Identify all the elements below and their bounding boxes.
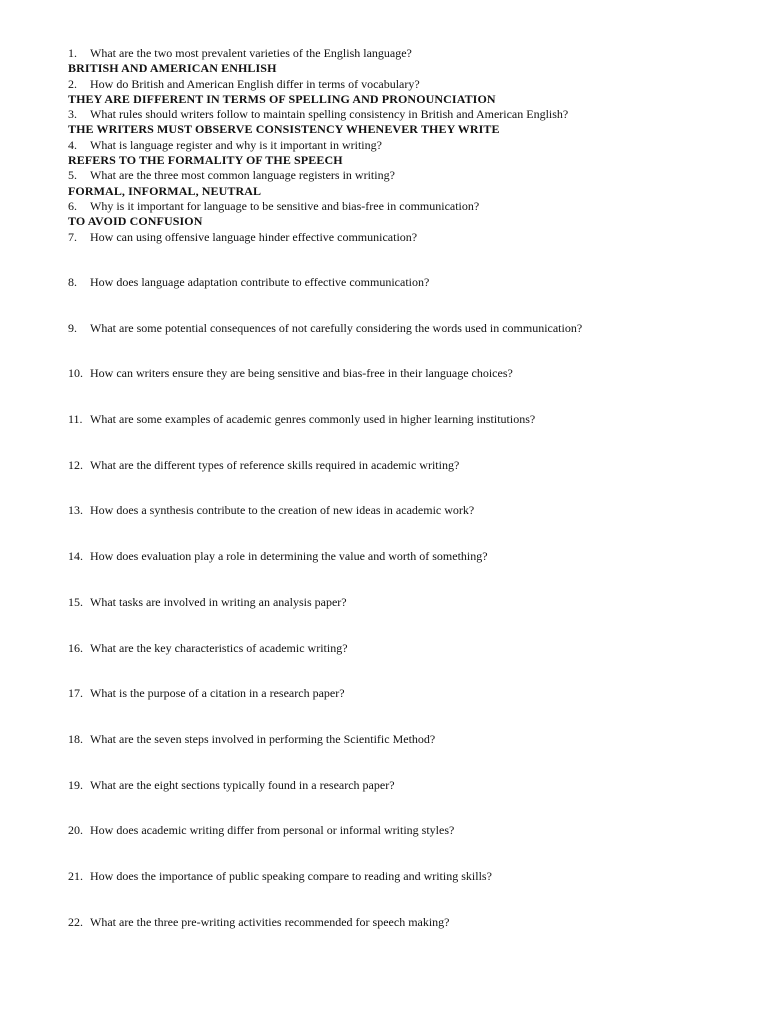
question-number: 5. — [68, 168, 77, 183]
question-text: What are the seven steps involved in performing the Scientific Method? — [90, 731, 436, 746]
question-text: What are the two most prevalent varieties of the English language? — [90, 46, 412, 60]
question-13 — [68, 503, 748, 549]
answer-6: TO AVOID CONFUSION — [68, 214, 203, 229]
question-8 — [68, 275, 748, 321]
question-number: 2. — [68, 76, 77, 91]
question-number: 9. — [68, 320, 77, 335]
question-text: What tasks are involved in writing an analysis paper? — [90, 594, 347, 609]
question-7 — [68, 230, 748, 245]
question-3 — [68, 107, 748, 122]
question-text: How does academic writing differ from personal or informal writing styles? — [90, 823, 455, 838]
answered-questions — [68, 46, 748, 245]
question-11 — [68, 412, 748, 458]
question-number: 15. — [68, 594, 83, 609]
question-number: 1. — [68, 46, 77, 60]
question-4 — [68, 138, 748, 153]
question-number: 16. — [68, 640, 83, 655]
question-number: 4. — [68, 137, 77, 152]
question-number: 8. — [68, 275, 77, 289]
question-text: What are some examples of academic genres commonly used in higher learning institutions? — [90, 412, 536, 427]
question-20 — [68, 823, 748, 869]
question-number: 22. — [68, 914, 83, 929]
answer-4: REFERS TO THE FORMALITY OF THE SPEECH — [68, 153, 343, 168]
question-number: 17. — [68, 686, 83, 701]
question-18 — [68, 732, 748, 778]
question-text: What are the three most common language registers in writing? — [90, 168, 395, 183]
question-text: Why is it important for language to be sensitive and bias-free in communication? — [90, 198, 480, 213]
question-19 — [68, 778, 748, 824]
answer-5: FORMAL, INFORMAL, NEUTRAL — [68, 183, 262, 198]
question-text: What are the key characteristics of academic writing? — [90, 640, 348, 655]
open-questions — [68, 275, 748, 960]
question-16 — [68, 641, 748, 687]
question-text: How can writers ensure they are being sensitive and bias-free in their language choices? — [90, 366, 513, 381]
question-number: 14. — [68, 549, 83, 564]
question-text: What are the different types of reference skills required in academic writing? — [90, 457, 460, 472]
question-text: How does language adaptation contribute to effective communication? — [90, 275, 430, 289]
question-14 — [68, 549, 748, 595]
question-17 — [68, 686, 748, 732]
answer-1: BRITISH AND AMERICAN ENHLISH — [68, 61, 277, 76]
question-22 — [68, 915, 748, 961]
question-text: How does the importance of public speaking compare to reading and writing skills? — [90, 868, 492, 883]
question-number: 13. — [68, 503, 83, 518]
question-text: How does a synthesis contribute to the creation of new ideas in academic work? — [90, 503, 475, 518]
question-text: How can using offensive language hinder effective communication? — [90, 229, 418, 244]
question-text: How does evaluation play a role in determining the value and worth of something? — [90, 549, 488, 564]
question-number: 3. — [68, 107, 77, 122]
question-number: 10. — [68, 366, 83, 381]
question-1 — [68, 46, 748, 61]
question-9 — [68, 321, 748, 367]
question-number: 18. — [68, 731, 83, 746]
question-number: 6. — [68, 198, 77, 213]
question-text: What are the eight sections typically found in a research paper? — [90, 777, 395, 792]
question-21 — [68, 869, 748, 915]
question-15 — [68, 595, 748, 641]
question-text: What is the purpose of a citation in a research paper? — [90, 686, 345, 701]
question-text: What is language register and why is it important in writing? — [90, 137, 382, 152]
question-number: 11. — [68, 412, 83, 427]
question-6 — [68, 199, 748, 214]
question-text: What rules should writers follow to maintain spelling consistency in British and American English? — [90, 107, 569, 122]
question-text: What are some potential consequences of not carefully considering the words used in communication? — [90, 320, 583, 335]
question-number: 19. — [68, 777, 83, 792]
question-2 — [68, 77, 748, 92]
answer-3: THE WRITERS MUST OBSERVE CONSISTENCY WHENEVER THEY WRITE — [68, 122, 500, 137]
question-number: 21. — [68, 868, 83, 883]
answer-2: THEY ARE DIFFERENT IN TERMS OF SPELLING AND PRONOUNCIATION — [68, 91, 496, 106]
question-text: How do British and American English differ in terms of vocabulary? — [90, 76, 420, 91]
question-10 — [68, 366, 748, 412]
question-number: 12. — [68, 457, 83, 472]
question-text: What are the three pre-writing activities recommended for speech making? — [90, 914, 450, 929]
question-5 — [68, 168, 748, 183]
question-number: 20. — [68, 823, 83, 838]
question-number: 7. — [68, 229, 77, 244]
question-12 — [68, 458, 748, 504]
